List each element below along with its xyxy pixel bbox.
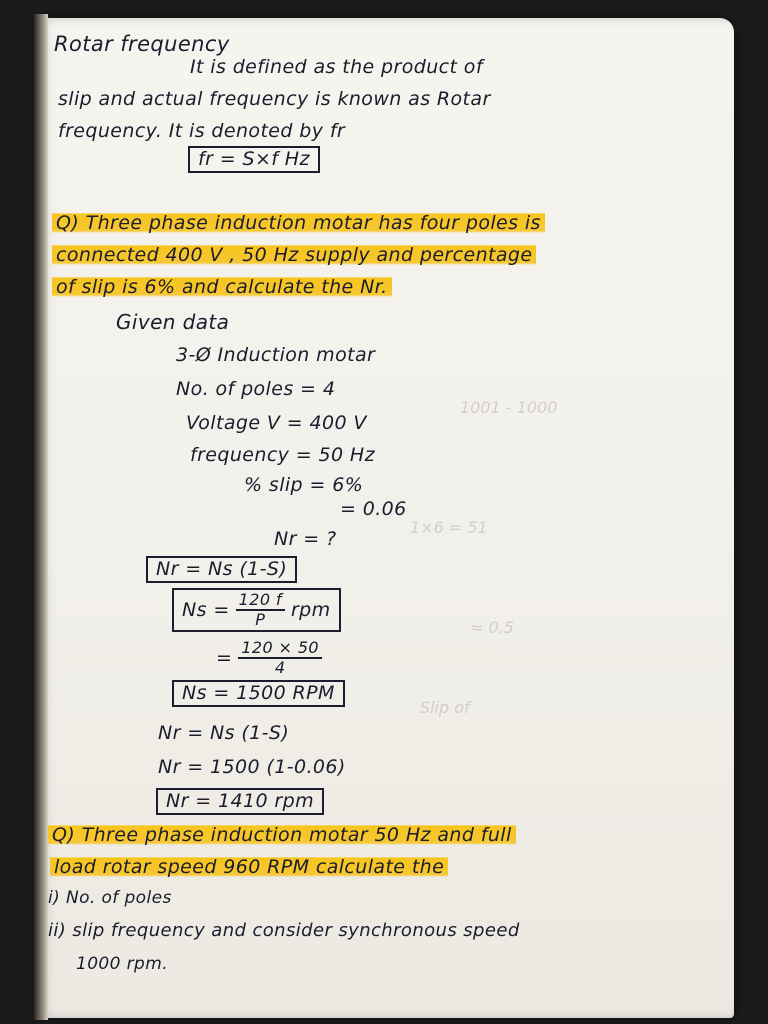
formula-ns-lhs: Ns = [182, 598, 230, 621]
question-2-line-2 [50, 858, 448, 877]
question-1-line-1 [52, 214, 545, 233]
formula-ns-denominator: P [255, 610, 266, 629]
given-item-slip-decimal: = 0.06 [340, 498, 407, 520]
solution-step-1: Nr = Ns (1-S) [158, 722, 290, 744]
formula-ns-fraction [236, 592, 285, 628]
bleed-through-mark: Slip of [420, 698, 470, 717]
ns-result-box: Ns = 1500 RPM [172, 680, 345, 707]
notebook-binding [34, 14, 48, 1020]
question-1-line-3 [52, 278, 392, 297]
bleed-through-mark: 1×6 = 51 [410, 518, 488, 537]
definition-line-2: slip and actual frequency is known as Rotar [58, 88, 491, 110]
given-item-frequency: frequency = 50 Hz [190, 444, 375, 466]
question-2-line-2-text: load rotar speed 960 RPM calculate the [50, 855, 448, 879]
definition-line-1: It is defined as the product of [190, 56, 483, 78]
ns-calc-numerator: 120 × 50 [238, 640, 322, 659]
given-item-motor-type: 3-Ø Induction motar [176, 344, 376, 366]
formula-ns-unit: rpm [290, 598, 331, 621]
question-2-line-1 [48, 826, 516, 845]
question-1-line-1-text: Q) Three phase induction motar has four poles is [52, 211, 545, 235]
given-item-slip: % slip = 6% [244, 474, 364, 496]
given-item-unknown: Nr = ? [274, 528, 337, 550]
bleed-through-mark: 1001 - 1000 [460, 398, 558, 417]
solution-step-2: Nr = 1500 (1-0.06) [158, 756, 346, 778]
ns-calc-fraction [238, 640, 322, 676]
given-data-heading: Given data [116, 310, 230, 334]
formula-ns-box [172, 588, 341, 632]
question-2-line-1-text: Q) Three phase induction motar 50 Hz and full [48, 823, 516, 847]
ns-calc-equals: = [216, 646, 233, 669]
question-1-line-3-text: of slip is 6% and calculate the Nr. [52, 275, 392, 299]
given-item-voltage: Voltage V = 400 V [186, 412, 367, 434]
section-heading: Rotar frequency [54, 32, 230, 56]
notebook-page [40, 18, 734, 1018]
question-1-line-2 [52, 246, 536, 265]
bleed-through-mark: ≈ 0.5 [470, 618, 514, 637]
ns-calculation [216, 640, 328, 676]
formula-nr-box: Nr = Ns (1-S) [146, 556, 297, 583]
question-2-part-1: i) No. of poles [48, 888, 172, 908]
definition-line-3: frequency. It is denoted by fr [58, 120, 346, 142]
question-1-line-2-text: connected 400 V , 50 Hz supply and percentage [52, 243, 536, 267]
given-item-poles: No. of poles = 4 [176, 378, 336, 400]
formula-ns-numerator: 120 f [236, 592, 285, 611]
question-2-part-2-cont: 1000 rpm. [76, 954, 169, 974]
rotor-frequency-formula: fr = S×f Hz [188, 146, 320, 173]
final-answer-box: Nr = 1410 rpm [156, 788, 324, 815]
ns-calc-denominator: 4 [274, 658, 286, 677]
question-2-part-2: ii) slip frequency and consider synchronous speed [48, 920, 520, 941]
